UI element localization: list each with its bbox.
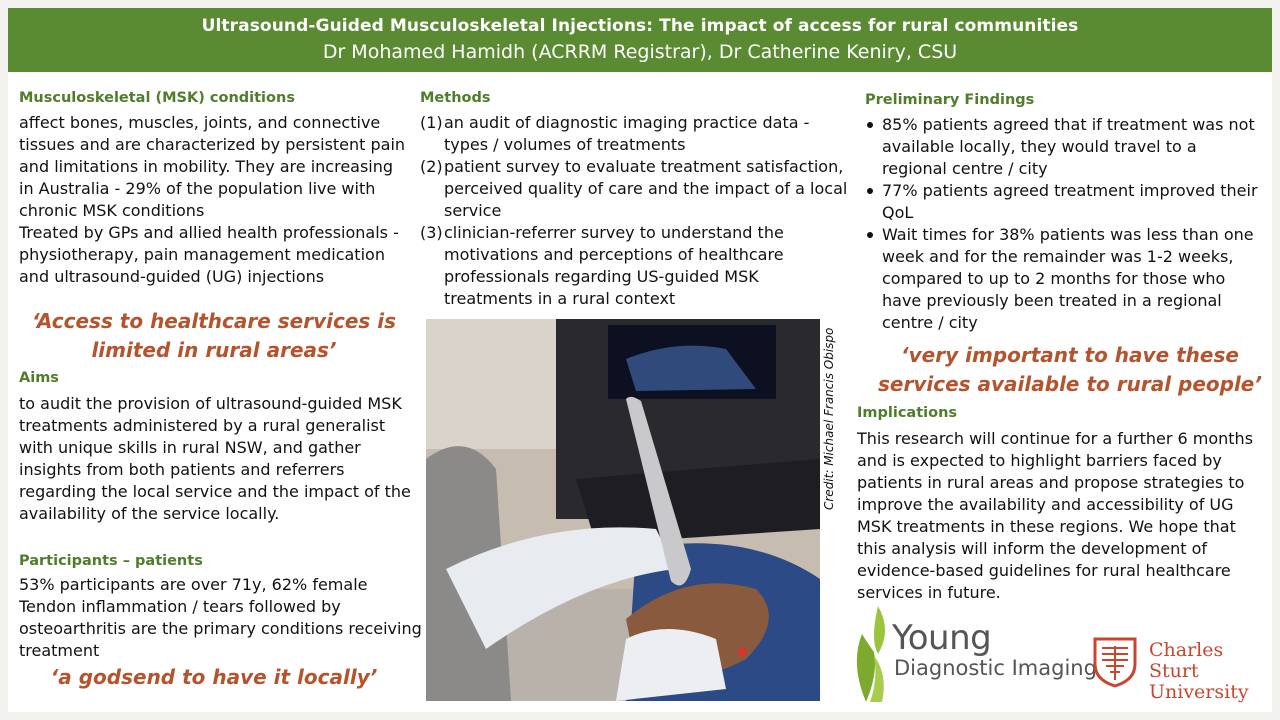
methods-item-number: (2) [420,157,443,176]
csu-shield-icon [1092,636,1138,688]
access-quote [19,307,409,365]
importance-quote-line-2: services available to rural people’ [878,372,1262,396]
young-logo-wordmark: Young [892,618,992,658]
findings-heading: Preliminary Findings [865,92,1035,108]
methods-item-text: an audit of diagnostic imaging practice data - types / volumes of treatments [444,113,810,154]
findings-item: Wait times for 38% patients was less than one week and for the remainder was 1-2 weeks, compared to up to 2 months for those who have previously been treated in a regional centre / city [865,224,1265,334]
participants-text [19,574,431,662]
msk-text [19,112,411,288]
msk-paragraph-2: Treated by GPs and allied health professionals - physiotherapy, pain management medication and ultrasound-guided (UG) injections [19,223,399,286]
methods-item [420,222,852,310]
green-leaf-figure-icon [848,604,894,704]
poster-title: Ultrasound-Guided Musculoskeletal Injections: The impact of access for rural communities [201,16,1079,36]
importance-quote-line-1: ‘very important to have these [901,343,1239,367]
poster [8,8,1272,712]
methods-item-number: (1) [420,113,443,132]
csu-logo-line-2: University [1149,681,1249,703]
methods-heading: Methods [420,90,491,106]
photo-credit: Credit: Michael Francis Obispo [822,327,836,510]
implications-heading: Implications [857,405,958,421]
methods-item [420,112,852,156]
aims-text: to audit the provision of ultrasound-guided MSK treatments administered by a rural generalist with unique skills in rural NSW, and gather insights from both patients and referrers regarding the local service and the impact of the availability of the service locally. [19,394,411,523]
participants-line-1: 53% participants are over 71y, 62% female [19,575,368,594]
young-logo-subtitle: Diagnostic Imaging [894,656,1097,680]
findings-item: 85% patients agreed that if treatment was not available locally, they would travel to a regional centre / city [865,114,1265,180]
poster-authors: Dr Mohamed Hamidh (ACRRM Registrar), Dr Catherine Keniry, CSU [322,41,958,63]
access-quote-line-1: ‘Access to healthcare services is [31,309,397,333]
methods-item [420,156,852,222]
methods-list [420,112,852,310]
participants-line-2: Tendon inflammation / tears followed by osteoarthritis are the primary conditions receiving treatment [19,597,422,660]
godsend-quote: ‘a godsend to have it locally’ [50,665,378,689]
methods-item-number: (3) [420,223,443,242]
importance-quote [870,341,1270,399]
findings-list [865,114,1265,334]
ultrasound-procedure-photo [426,319,820,701]
methods-item-text: patient survey to evaluate treatment satisfaction, perceived quality of care and the impact of a local service [444,157,848,220]
ultrasound-scene-illustration [426,319,820,701]
participants-heading: Participants – patients [19,553,203,569]
implications-text: This research will continue for a further 6 months and is expected to highlight barriers faced by patients in rural areas and propose strategies to improve the availability and accessibility of UG MSK treatments in these regions. We hope that this analysis will inform the development of evidence-based guidelines for rural healthcare services in future. [857,429,1254,602]
access-quote-line-2: limited in rural areas’ [91,338,337,362]
aims-heading: Aims [19,370,59,386]
msk-heading: Musculoskeletal (MSK) conditions [19,90,295,106]
findings-item: 77% patients agreed treatment improved their QoL [865,180,1265,224]
title-banner [8,8,1272,72]
csu-logo-text [1149,640,1272,703]
msk-paragraph-1: affect bones, muscles, joints, and connective tissues and are characterized by persistent pain and limitations in mobility. They are increasing in Australia - 29% of the population live with chronic MSK conditions [19,113,406,220]
csu-logo-line-1: Charles Sturt [1149,639,1224,682]
methods-item-text: clinician-referrer survey to understand the motivations and perceptions of healthcare professionals regarding US-guided MSK treatments in a rural context [444,223,784,308]
